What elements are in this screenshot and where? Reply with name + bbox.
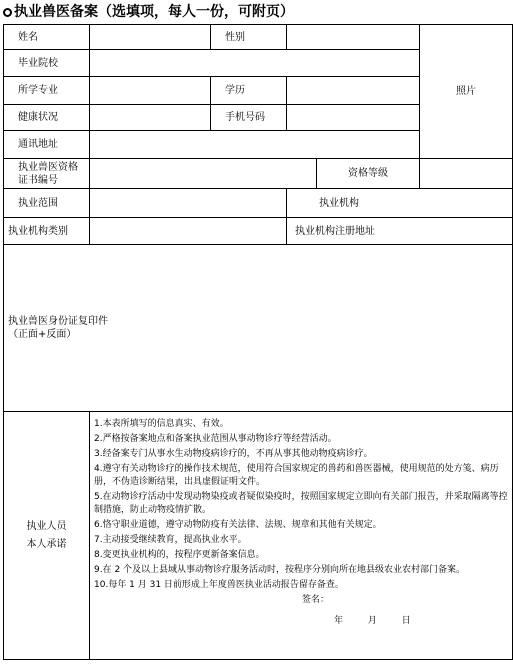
institution-cell[interactable] bbox=[287, 189, 513, 218]
name-label: 姓名 bbox=[4, 25, 90, 50]
gender-field[interactable] bbox=[287, 25, 420, 50]
cert-number-label-line1: 执业兽医资格 bbox=[18, 161, 78, 173]
health-field[interactable] bbox=[90, 105, 211, 131]
promise-label bbox=[4, 412, 90, 660]
major-label: 所学专业 bbox=[4, 77, 90, 105]
major-field[interactable] bbox=[90, 77, 211, 105]
photo-label: 照片 bbox=[456, 86, 476, 97]
date-label: 年 月 日 bbox=[334, 616, 411, 626]
phone-label: 手机号码 bbox=[211, 105, 287, 131]
gender-label: 性别 bbox=[211, 25, 287, 50]
promise-label-line2: 本人承诺 bbox=[26, 538, 67, 550]
school-label: 毕业院校 bbox=[4, 50, 90, 77]
id-copy-area[interactable] bbox=[4, 245, 513, 412]
promise-item: 1.本表所填写的信息真实、有效。 bbox=[94, 419, 229, 429]
address-field[interactable] bbox=[90, 131, 420, 159]
promise-item: 6.恪守职业道德，遵守动物防疫有关法律、法规、规章和其他有关规定。 bbox=[94, 520, 382, 530]
institution-type-field[interactable] bbox=[90, 218, 287, 245]
promise-item: 3.经备案专门从事水生动物疫病诊疗的，不再从事其他动物疫病诊疗。 bbox=[94, 449, 373, 459]
date-line[interactable] bbox=[94, 615, 508, 628]
promise-item: 7.主动接受继续教育，提高执业水平。 bbox=[94, 535, 247, 545]
institution-address-cell[interactable] bbox=[287, 218, 513, 245]
form-title-text: 执业兽医备案（选填项，每人一份，可附页） bbox=[14, 4, 294, 20]
address-label: 通讯地址 bbox=[4, 131, 90, 159]
cert-number-field[interactable] bbox=[90, 159, 317, 189]
promise-item: 2.严格按备案地点和备案执业范围从事动物诊疗等经营活动。 bbox=[94, 434, 337, 444]
promise-item: 4.遵守有关动物诊疗的操作技术规范，使用符合国家规定的兽药和兽医器械，使用规范的处方笺、病历册，不伪造诊断结果，出具虚假证明文件。 bbox=[94, 464, 499, 487]
cert-level-field[interactable] bbox=[420, 159, 513, 189]
registration-form bbox=[3, 24, 513, 660]
promise-label-line1: 执业人员 bbox=[26, 520, 67, 532]
promise-item: 9.在 2 个及以上县域从事动物诊疗服务活动时，按程序分别向所在地县级农业农村部门备案。 bbox=[94, 565, 466, 575]
institution-label: 执业机构 bbox=[319, 197, 359, 209]
promise-item: 8.变更执业机构的，按程序更新备案信息。 bbox=[94, 550, 265, 560]
form-title bbox=[0, 0, 513, 24]
photo-box[interactable] bbox=[420, 25, 513, 159]
cert-number-label-line2: 证书编号 bbox=[18, 174, 58, 186]
phone-field[interactable] bbox=[287, 105, 420, 131]
id-copy-label: 执业兽医身份证复印件 bbox=[8, 316, 108, 327]
scope-label: 执业范围 bbox=[4, 189, 90, 218]
education-field[interactable] bbox=[287, 77, 420, 105]
institution-address-label: 执业机构注册地址 bbox=[295, 225, 375, 237]
circle-bullet-icon bbox=[3, 8, 12, 17]
cert-level-label: 资格等级 bbox=[317, 159, 420, 189]
promise-item: 5.在动物诊疗活动中发现动物染疫或者疑似染疫时，按照国家规定立即向有关部门报告，并采取隔离等控制措施，防止动物疫情扩散。 bbox=[94, 492, 508, 515]
signature-label: 签名： bbox=[302, 595, 330, 605]
scope-field[interactable] bbox=[90, 189, 287, 218]
id-copy-sublabel: （正面+反面） bbox=[8, 329, 77, 340]
health-label: 健康状况 bbox=[4, 105, 90, 131]
cert-number-label bbox=[4, 159, 90, 189]
signature-line[interactable] bbox=[94, 594, 508, 607]
promise-content bbox=[90, 412, 513, 660]
promise-item: 10.每年 1 月 31 日前形成上年度兽医执业活动报告留存备查。 bbox=[94, 580, 344, 590]
education-label: 学历 bbox=[211, 77, 287, 105]
school-field[interactable] bbox=[90, 50, 420, 77]
institution-type-label: 执业机构类别 bbox=[4, 218, 90, 245]
name-field[interactable] bbox=[90, 25, 211, 50]
